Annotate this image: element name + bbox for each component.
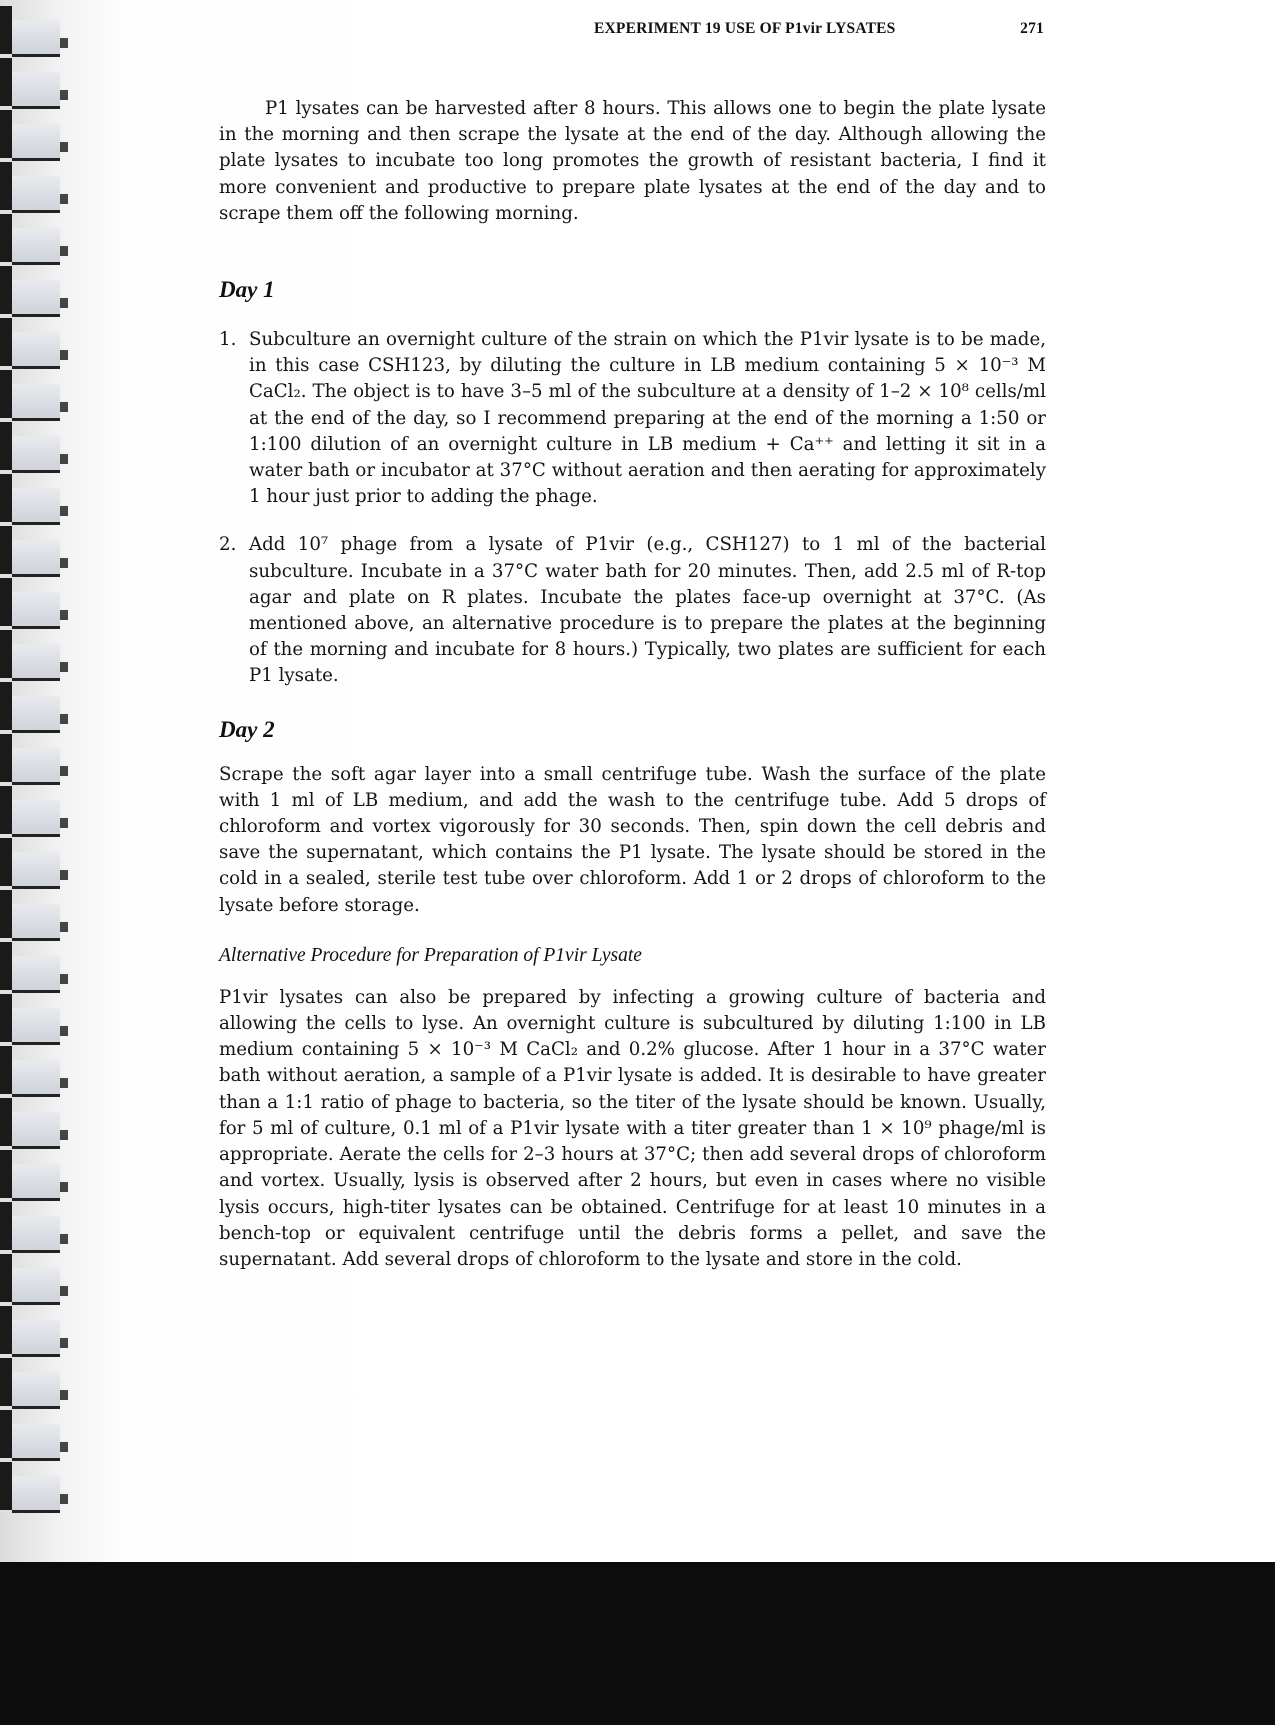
running-header [594, 20, 1044, 38]
binding-ring [0, 110, 74, 158]
binding-ring [0, 526, 74, 574]
binding-ring [0, 266, 74, 314]
step-1 [219, 327, 1046, 510]
page-number: 271 [1020, 20, 1044, 37]
binding-ring [0, 1150, 74, 1198]
binding-ring [0, 370, 74, 418]
binding-ring [0, 734, 74, 782]
binding-ring [0, 422, 74, 470]
binding-ring [0, 578, 74, 626]
day1-heading: Day 1 [219, 277, 275, 303]
binding-ring [0, 1202, 74, 1250]
binding-ring [0, 890, 74, 938]
binding-ring [0, 1358, 74, 1406]
binding-ring [0, 1046, 74, 1094]
step-2 [219, 532, 1046, 689]
binding-ring [0, 942, 74, 990]
intro-paragraph: P1 lysates can be harvested after 8 hours. This allows one to begin the plate lysate in the morning and then scrape the lysate at the end of the day. Although allowing the plate lysates to incubate too long promotes the growth of resistant bacteria, I find it more convenient and productive to prepare plate lysates at the end of the day and to scrape them off the following morning. [219, 98, 1046, 224]
binding-ring [0, 162, 74, 210]
binding-ring [0, 58, 74, 106]
binding-ring [0, 838, 74, 886]
step-2-number: 2. [219, 534, 237, 556]
binding-rings [0, 0, 80, 1562]
spiral-binding [0, 0, 80, 1562]
step-1-number: 1. [219, 329, 237, 351]
binding-ring [0, 318, 74, 366]
scan-border [0, 1562, 1275, 1725]
binding-ring [0, 1306, 74, 1354]
alternative-paragraph: P1vir lysates can also be prepared by infecting a growing culture of bacteria and allowing the cells to lyse. An overnight culture is subcultured by diluting 1:100 in LB medium containing 5 × 10⁻³ M CaCl₂ and 0.2% glucose. After 1 hour in a 37°C water bath without aeration, a sample of a P1vir lysate is added. It is desirable to have greater than a 1:1 ratio of phage to bacteria, so the titer of the lysate should be known. Usually, for 5 ml of culture, 0.1 ml of a P1vir lysate with a titer greater than 1 × 10⁹ phage/ml is appropriate. Aerate the cells for 2–3 hours at 37°C; then add several drops of chloroform and vortex. Usually, lysis is observed after 2 hours, but even in cases where no visible lysis occurs, high-titer lysates can be obtained. Centrifuge for at least 10 minutes in a bench-top or equivalent centrifuge until the debris forms a pellet, and save the supernatant. Add several drops of chloroform to the lysate and store in the cold. [219, 986, 1046, 1270]
binding-ring [0, 1462, 74, 1510]
binding-ring [0, 1410, 74, 1458]
binding-ring [0, 786, 74, 834]
day2-paragraph: Scrape the soft agar layer into a small centrifuge tube. Wash the surface of the plate with 1 ml of LB medium, and add the wash to the centrifuge tube. Add 5 drops of chloroform and vortex vigorously for 30 seconds. Then, spin down the cell debris and save the supernatant, which contains the P1 lysate. The lysate should be stored in the cold in a sealed, sterile test tube over chloroform. Add 1 or 2 drops of chloroform to the lysate before storage. [219, 763, 1046, 916]
day2-heading: Day 2 [219, 716, 275, 742]
step-1-text: Subculture an overnight culture of the strain on which the P1vir lysate is to be made, in this case CSH123, by diluting the culture in LB medium containing 5 × 10⁻³ M CaCl₂. The object is to have 3–5 ml of the subculture at a density of 1–2 × 10⁸ cells/ml at the end of the day, so I recommend preparing at the end of the morning a 1:50 or 1:100 dilution of an overnight culture in LB medium + Ca⁺⁺ and letting it sit in a water bath or incubator at 37°C without aeration and then aerating for approximately 1 hour just prior to adding the phage. [249, 329, 1046, 508]
binding-ring [0, 1098, 74, 1146]
alternative-heading: Alternative Procedure for Preparation of P1vir Lysate [219, 944, 642, 966]
step-2-text: Add 10⁷ phage from a lysate of P1vir (e.g., CSH127) to 1 ml of the bacterial subculture. Incubate in a 37°C water bath for 20 minutes. Then, add 2.5 ml of R-top agar and plate on R plates. Incubate the plates face-up overnight at 37°C. (As mentioned above, an alternative procedure is to prepare the plates at the beginning of the morning and incubate for 8 hours.) Typically, two plates are sufficient for each P1 lysate. [249, 534, 1046, 687]
binding-ring [0, 994, 74, 1042]
page-body [219, 96, 1046, 1273]
binding-ring [0, 6, 74, 54]
binding-ring [0, 682, 74, 730]
running-title: EXPERIMENT 19 USE OF P1vir LYSATES [594, 20, 896, 37]
binding-ring [0, 630, 74, 678]
binding-ring [0, 214, 74, 262]
binding-ring [0, 474, 74, 522]
binding-ring [0, 1254, 74, 1302]
